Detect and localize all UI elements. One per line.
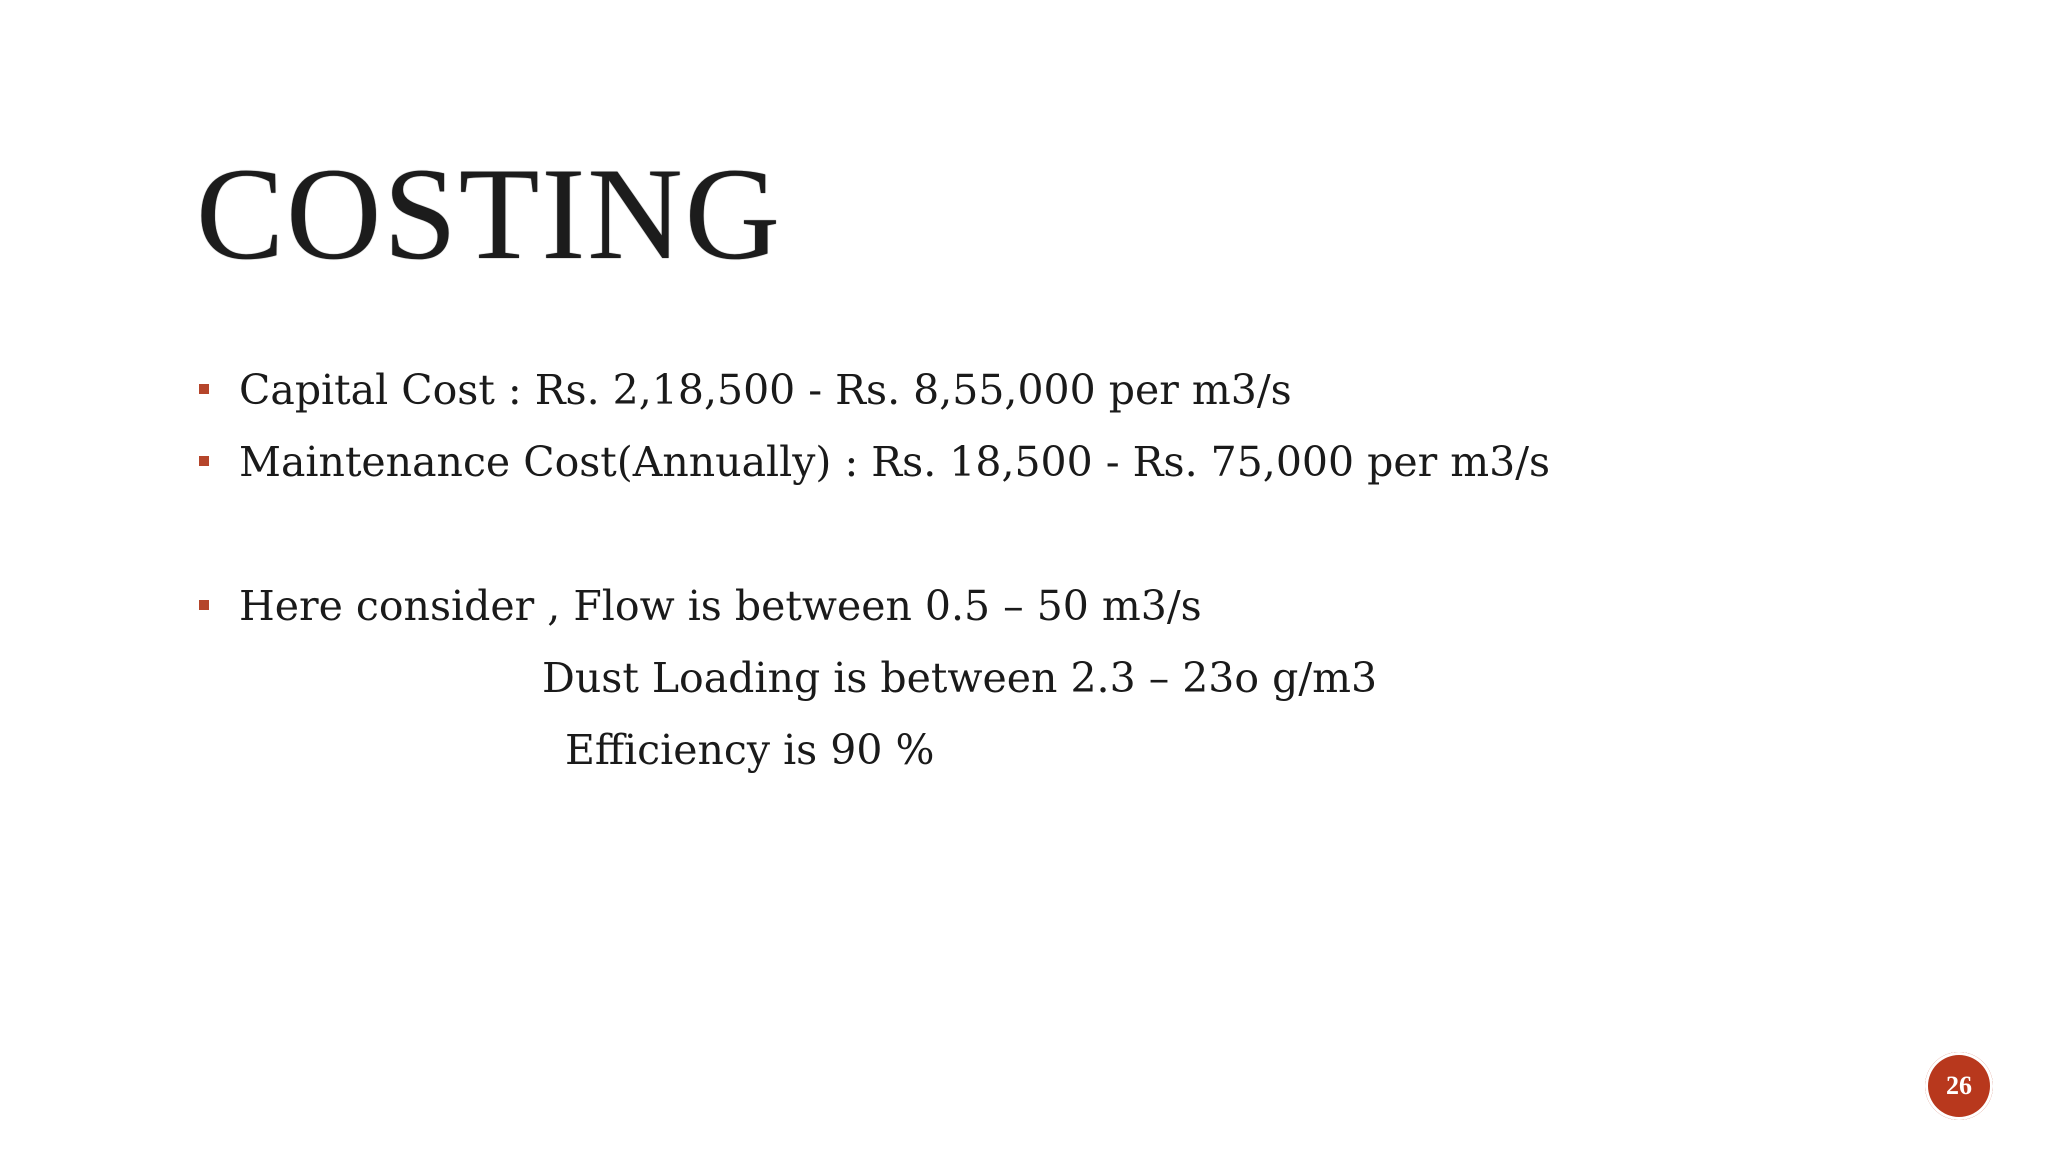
efficiency-line: Efficiency is 90 % <box>565 726 935 774</box>
bullet-flow: Here consider , Flow is between 0.5 – 50 m3/s <box>239 582 1202 630</box>
bullet-capital-cost: Capital Cost : Rs. 2,18,500 - Rs. 8,55,000 per m3/s <box>239 366 1292 414</box>
bullet-maintenance-cost: Maintenance Cost(Annually) : Rs. 18,500 - Rs. 75,000 per m3/s <box>239 438 1551 486</box>
page-number: 26 <box>1946 1071 1972 1100</box>
bullet-marker-2 <box>199 456 209 466</box>
dust-loading-line: Dust Loading is between 2.3 – 23o g/m3 <box>542 654 1378 702</box>
bullet-marker-1 <box>199 384 209 394</box>
slide-title: COSTING <box>196 140 783 287</box>
page-number-badge <box>1925 1052 1993 1120</box>
bullet-marker-3 <box>199 600 209 610</box>
